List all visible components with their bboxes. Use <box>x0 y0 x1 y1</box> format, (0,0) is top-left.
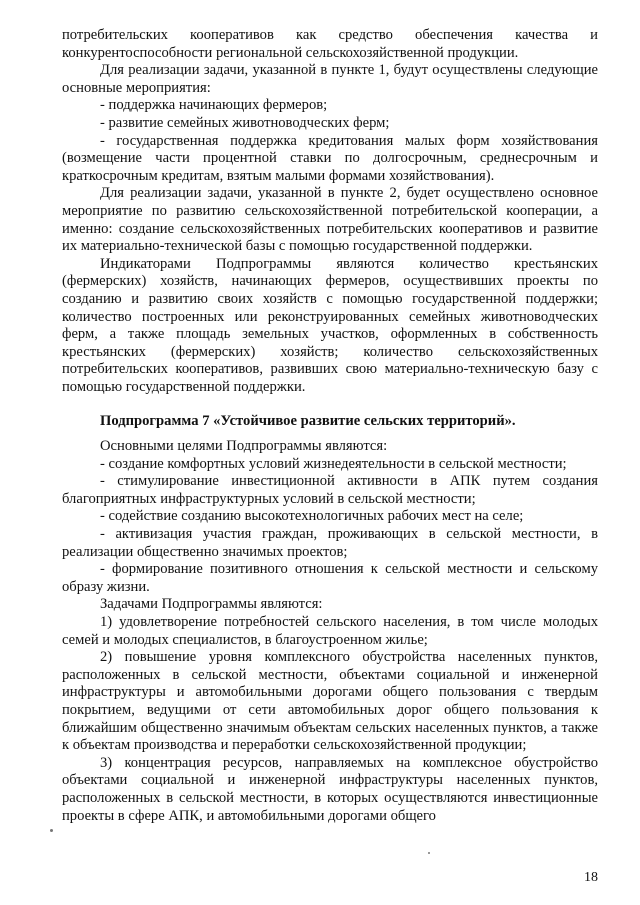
list-item: - формирование позитивного отношения к сельской местности и сельскому образу жизни. <box>62 561 598 595</box>
list-item: - стимулирование инвестиционной активности в АПК путем создания благоприятных инфраструктурных условий в сельской местности; <box>62 473 598 507</box>
paragraph: Индикаторами Подпрограммы являются количество крестьянских (фермерских) хозяйств, начинающих фермеров, осуществивших проекты по созданию и развитию своих хозяйств с помощью государственной поддержки; количество построенных или реконструированных семейных животноводческих ферм, а также площадь земельных участков, оформленных в собственность крестьянских (фермерских) хозяйств; количество сельскохозяйственных потребительских кооперативов, развивших свою материально-техническую базу с помощью государственной поддержки. <box>62 255 598 395</box>
scan-mark <box>428 852 430 854</box>
list-item: - активизация участия граждан, проживающих в сельской местности, в реализации общественно значимых проектов; <box>62 526 598 560</box>
section-heading: Подпрограмма 7 «Устойчивое развитие сельских территорий». <box>100 413 516 430</box>
document-page <box>62 27 598 825</box>
list-item: - развитие семейных животноводческих ферм; <box>100 114 390 131</box>
paragraph: Основными целями Подпрограммы являются: <box>100 438 388 455</box>
list-item: - государственная поддержка кредитования малых форм хозяйствования (возмещение части процентной ставки по долгосрочным, среднесрочным и краткосрочным кредитам, взятым малыми формами хозяйствования). <box>62 132 598 184</box>
list-item: - поддержка начинающих фермеров; <box>100 97 328 114</box>
numbered-item: 1) удовлетворение потребностей сельского населения, в том числе молодых семей и молодых специалистов, в благоустроенном жилье; <box>62 614 598 648</box>
list-item: - содействие созданию высокотехнологичных рабочих мест на селе; <box>100 508 524 525</box>
paragraph: Задачами Подпрограммы являются: <box>100 596 323 613</box>
paragraph: Для реализации задачи, указанной в пункте 2, будет осуществлено основное мероприятие по развитию сельскохозяйственной потребительской кооперации, а именно: создание сельскохозяйственных потребительских кооперативов и развитие их материально-технической базы с помощью государственной поддержки. <box>62 185 598 255</box>
numbered-item: 2) повышение уровня комплексного обустройства населенных пунктов, расположенных в сельской местности, объектами социальной и инженерной инфраструктуры и автомобильными дорогами общего пользования с твердым покрытием, ведущими от сети автомобильных дорог общего пользования к ближайшим общественно значимым объектам сельских населенных пунктов, а также к объектам производства и переработки сельскохозяйственной продукции; <box>62 649 598 754</box>
page-number: 18 <box>584 870 598 885</box>
scan-mark <box>50 829 53 832</box>
list-item: - создание комфортных условий жизнедеятельности в сельской местности; <box>100 455 567 472</box>
paragraph: потребительских кооперативов как средство обеспечения качества и конкурентоспособности региональной сельскохозяйственной продукции. <box>62 27 598 61</box>
numbered-item: 3) концентрация ресурсов, направляемых на комплексное обустройство объектами социальной и инженерной инфраструктуры населенных пунктов, расположенных в сельской местности, в которых осуществляются инвестиционные проекты в сфере АПК, и автомобильными дорогами общего <box>62 754 598 824</box>
paragraph: Для реализации задачи, указанной в пункте 1, будут осуществлены следующие основные мероприятия: <box>62 62 598 96</box>
